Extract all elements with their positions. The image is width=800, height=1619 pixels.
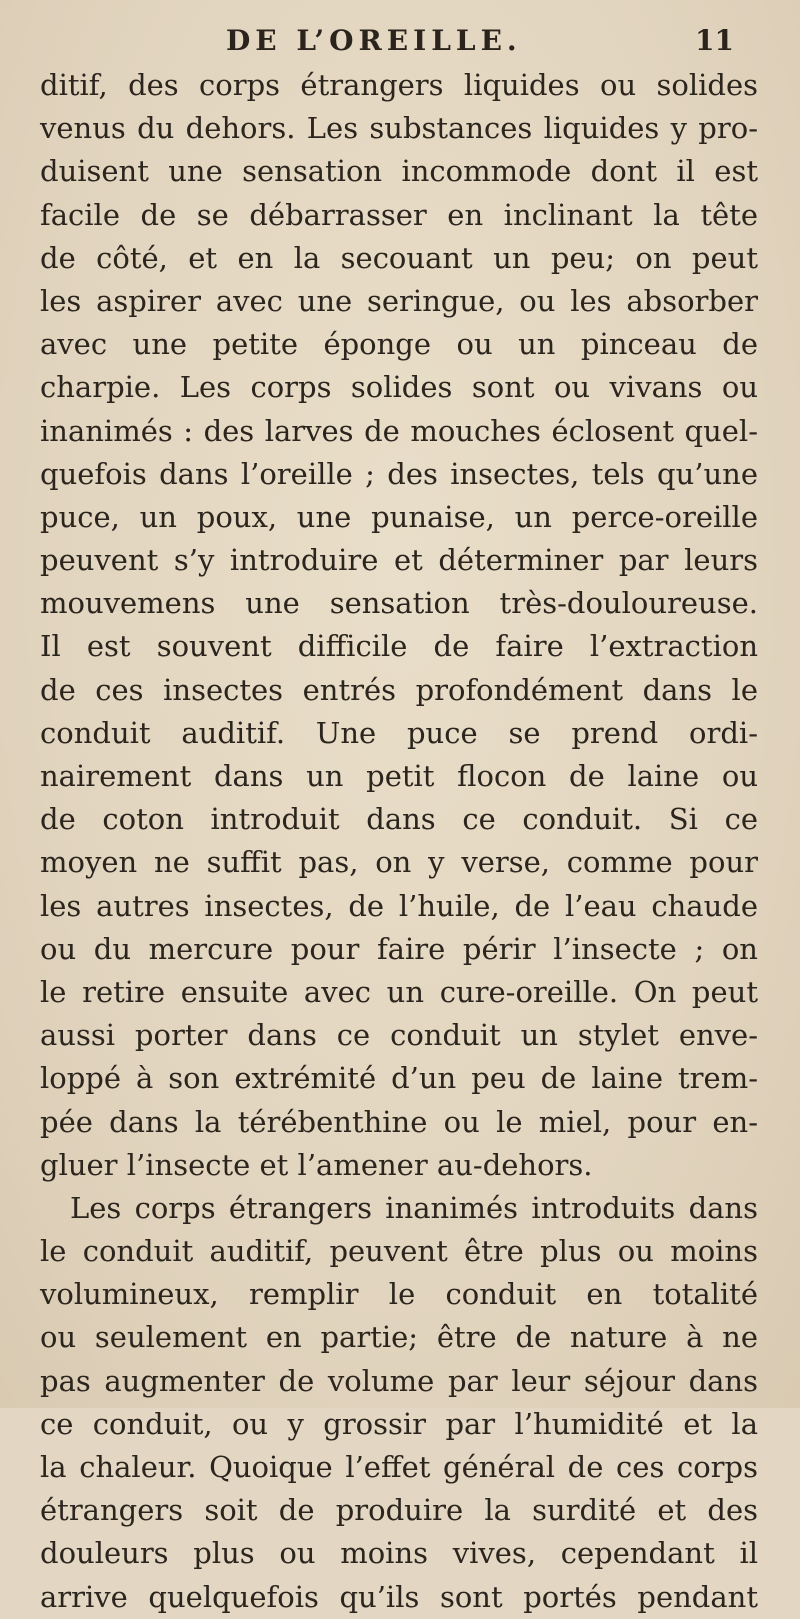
text-line: peuvent s’y introduire et déterminer par leurs [40, 543, 758, 578]
text-line: Les corps étrangers inanimés introduits dans [70, 1190, 758, 1225]
text-line: inanimés : des larves de mouches éclosent quel- [40, 413, 758, 448]
text-line: venus du dehors. Les substances liquides y pro- [40, 111, 758, 146]
text-line: douleurs plus ou moins vives, cependant il [40, 1536, 758, 1571]
text-line: étrangers soit de produire la surdité et des [40, 1493, 758, 1528]
text-line: de côté, et en la secouant un peu; on peut [40, 240, 758, 275]
text-line: le retire ensuite avec un cure-oreille. On peut [40, 974, 758, 1009]
page-header [226, 16, 746, 60]
text-line: ce conduit, ou y grossir par l’humidité et la [40, 1406, 758, 1441]
text-line: moyen ne suffit pas, on y verse, comme pour [40, 845, 758, 880]
text-line: les aspirer avec une seringue, ou les absorber [40, 283, 758, 318]
text-line: loppé à son extrémité d’un peu de laine trem- [40, 1061, 758, 1096]
text-line: les autres insectes, de l’huile, de l’eau chaude [40, 888, 758, 923]
text-line: charpie. Les corps solides sont ou vivans ou [40, 370, 758, 405]
text-line: volumineux, remplir le conduit en totalité [40, 1277, 758, 1312]
text-line: ditif, des corps étrangers liquides ou solides [40, 68, 758, 102]
text-line: mouvemens une sensation très-douloureuse. [40, 586, 758, 621]
text-line: ou seulement en partie; être de nature à ne [40, 1320, 758, 1355]
text-line: arrive quelquefois qu’ils sont portés pendant [40, 1579, 758, 1614]
text-line: pas augmenter de volume par leur séjour dans [40, 1363, 758, 1398]
text-line: puce, un poux, une punaise, un perce-oreille [40, 499, 758, 534]
text-line: Il est souvent difficile de faire l’extraction [40, 629, 758, 664]
text-line: avec une petite éponge ou un pinceau de [40, 327, 758, 362]
text-line: conduit auditif. Une puce se prend ordi- [40, 715, 758, 750]
text-line: facile de se débarrasser en inclinant la tête [40, 197, 758, 232]
text-line: le conduit auditif, peuvent être plus ou moins [40, 1234, 758, 1269]
body-text [40, 64, 758, 1619]
text-line: nairement dans un petit flocon de laine ou [40, 759, 758, 793]
text-line: pée dans la térébenthine ou le miel, pour en- [40, 1104, 758, 1139]
running-title: DE L’OREILLE. [226, 24, 522, 57]
text-line: aussi porter dans ce conduit un stylet enve- [40, 1018, 758, 1053]
text-line: gluer l’insecte et l’amener au-dehors. [40, 1147, 593, 1182]
text-line: de ces insectes entrés profondément dans le [40, 672, 758, 707]
text-line: de coton introduit dans ce conduit. Si ce [40, 802, 758, 837]
text-line: duisent une sensation incommode dont il est [40, 154, 758, 189]
text-line: quefois dans l’oreille ; des insectes, tels qu’une [40, 456, 758, 491]
page-number: 11 [695, 24, 734, 57]
text-line: la chaleur. Quoique l’effet général de ces corps [40, 1450, 758, 1484]
text-line: ou du mercure pour faire périr l’insecte ; on [40, 931, 758, 966]
